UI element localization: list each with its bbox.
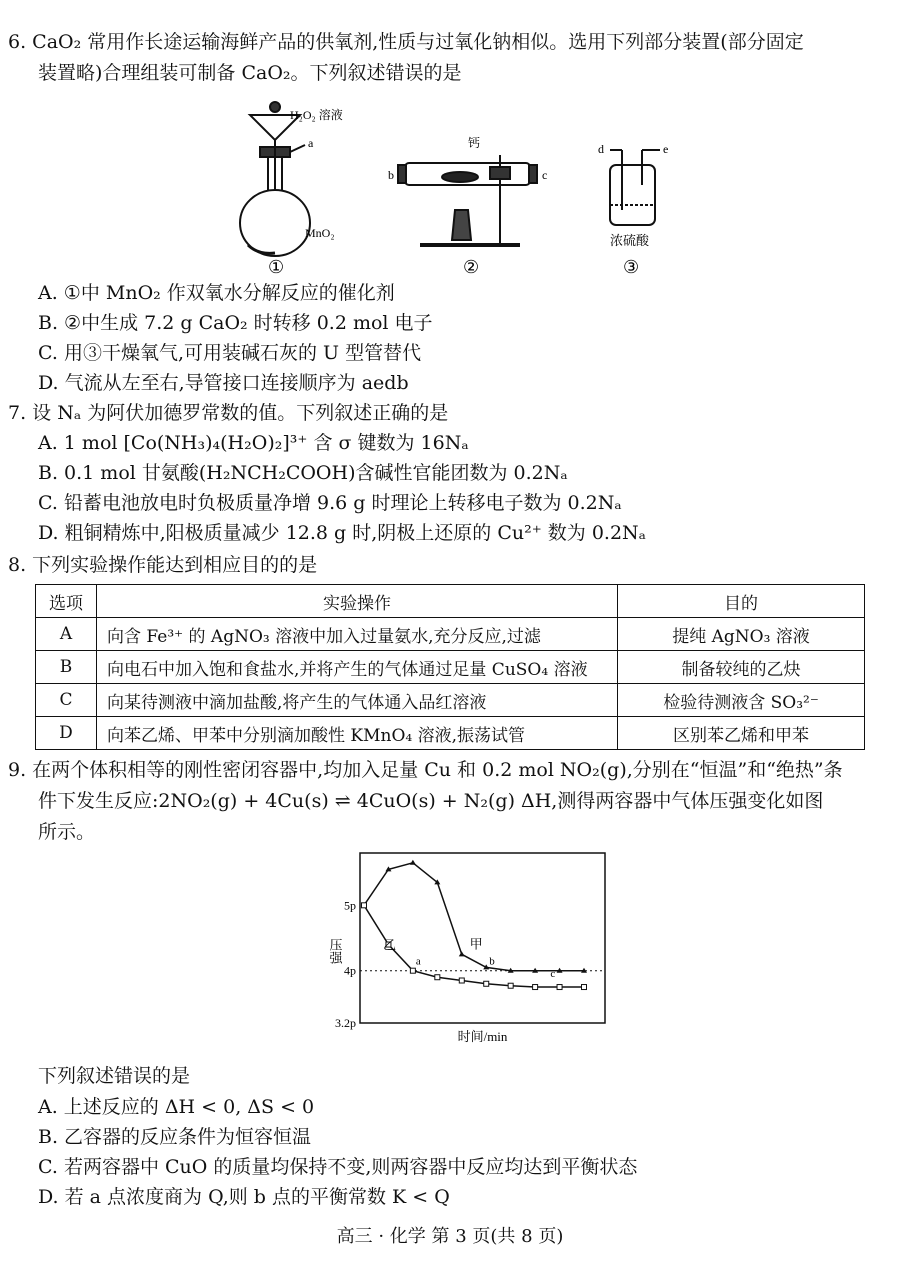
annotation-label: b [489, 955, 495, 968]
row-d-purpose: 区别苯乙烯和甲苯 [618, 717, 865, 750]
label-ca: 钙 [468, 136, 481, 150]
row-d-operation: 向苯乙烯、甲苯中分别滴加酸性 KMnO₄ 溶液,振荡试管 [97, 717, 618, 750]
row-c-purpose: 检验待测液含 SO₃²⁻ [618, 684, 865, 717]
series-point [582, 985, 587, 990]
q7-option-c: C. 铅蓄电池放电时负极质量净增 9.6 g 时理论上转移电子数为 0.2Nₐ [38, 492, 622, 514]
apparatus-3 [610, 150, 660, 225]
annotation-label: a [415, 955, 421, 968]
table-row [36, 618, 865, 651]
q7-stem: 7. 设 Nₐ 为阿伏加德罗常数的值。下列叙述正确的是 [8, 402, 449, 424]
row-a-option: A [36, 618, 97, 651]
series-point [484, 981, 489, 986]
series-point [459, 951, 465, 956]
q9-stem-line2: 件下发生反应:2NO₂(g) + 4Cu(s) ⇌ 4CuO(s) + N₂(g) ΔH,测得两容器中气体压强变化如图 [38, 790, 824, 812]
row-b-option: B [36, 651, 97, 684]
q7-option-b: B. 0.1 mol 甘氨酸(H₂NCH₂COOH)含碱性官能团数为 0.2Nₐ [38, 462, 568, 484]
x-axis-label: 时间/min [457, 1029, 508, 1044]
row-b-purpose: 制备较纯的乙炔 [618, 651, 865, 684]
series-point [362, 903, 367, 908]
y-axis-label: 压强 [327, 938, 343, 964]
header-operation: 实验操作 [97, 585, 618, 618]
q6-apparatus-figure [220, 95, 700, 280]
y-tick-label: 5p [344, 898, 356, 913]
q7-option-d: D. 粗铜精炼中,阳极质量减少 12.8 g 时,阴极上还原的 Cu²⁺ 数为 0.2Nₐ [38, 522, 647, 544]
q9-stem-line3: 所示。 [38, 821, 96, 843]
q9-option-c: C. 若两容器中 CuO 的质量均保持不变,则两容器中反应均达到平衡状态 [38, 1156, 638, 1178]
series-point [459, 978, 464, 983]
q6-option-b: B. ②中生成 7.2 g CaO₂ 时转移 0.2 mol 电子 [38, 312, 433, 334]
apparatus-2 [398, 155, 537, 245]
series-point [435, 975, 440, 980]
series-point [557, 985, 562, 990]
label-e: e [663, 142, 669, 156]
pressure-time-chart [315, 848, 615, 1058]
num-1: ① [268, 257, 285, 278]
header-option: 选项 [36, 585, 97, 618]
table-row [36, 651, 865, 684]
series-point [410, 860, 416, 865]
annotation-label: c [550, 968, 556, 981]
q9-option-d: D. 若 a 点浓度商为 Q,则 b 点的平衡常数 K < Q [38, 1186, 450, 1208]
label-h2so4: 浓硫酸 [610, 233, 650, 248]
page-footer: 高三 · 化学 第 3 页(共 8 页) [336, 1226, 564, 1247]
row-b-operation: 向电石中加入饱和食盐水,并将产生的气体通过足量 CuSO₄ 溶液 [97, 651, 618, 684]
row-d-option: D [36, 717, 97, 750]
row-c-operation: 向某待测液中滴加盐酸,将产生的气体通入品红溶液 [97, 684, 618, 717]
q9-question: 下列叙述错误的是 [38, 1065, 191, 1087]
q6-stem-line1: 6. CaO₂ 常用作长途运输海鲜产品的供氧剂,性质与过氧化钠相似。选用下列部分装置(部分固定 [8, 31, 804, 53]
label-a: a [308, 136, 314, 150]
label-c: c [542, 168, 548, 182]
label-h2o2: H₂O₂ 溶液 [290, 108, 343, 122]
q9-stem-line1: 9. 在两个体积相等的刚性密闭容器中,均加入足量 Cu 和 0.2 mol NO₂(g),分别在“恒温”和“绝热”条 [8, 759, 843, 781]
header-purpose: 目的 [618, 585, 865, 618]
num-3: ③ [623, 257, 640, 278]
q8-stem: 8. 下列实验操作能达到相应目的的是 [8, 554, 318, 576]
label-b: b [388, 168, 394, 182]
y-tick-label: 3.2p [335, 1016, 356, 1030]
label-mno2: MnO₂ [305, 226, 335, 240]
y-tick-label: 4p [344, 963, 356, 978]
q9-option-a: A. 上述反应的 ΔH < 0, ΔS < 0 [38, 1096, 315, 1118]
q6-stem-line2: 装置略)合理组装可制备 CaO₂。下列叙述错误的是 [38, 62, 462, 84]
table-row [36, 684, 865, 717]
apparatus-1 [240, 102, 310, 256]
series-point [508, 983, 513, 988]
q8-table [35, 584, 865, 750]
label-d: d [598, 142, 604, 156]
q6-option-d: D. 气流从左至右,导管接口连接顺序为 aedb [38, 372, 409, 394]
table-header-row [36, 585, 865, 618]
q7-option-a: A. 1 mol [Co(NH₃)₄(H₂O)₂]³⁺ 含 σ 键数为 16Nₐ [38, 432, 469, 454]
row-c-option: C [36, 684, 97, 717]
q6-option-a: A. ①中 MnO₂ 作双氧水分解反应的催化剂 [38, 282, 395, 304]
row-a-operation: 向含 Fe³⁺ 的 AgNO₃ 溶液中加入过量氨水,充分反应,过滤 [97, 618, 618, 651]
q6-option-c: C. 用③干燥氧气,可用装碱石灰的 U 型管替代 [38, 342, 422, 364]
table-row [36, 717, 865, 750]
row-a-purpose: 提纯 AgNO₃ 溶液 [618, 618, 865, 651]
q9-option-b: B. 乙容器的反应条件为恒容恒温 [38, 1126, 312, 1148]
series-point [410, 968, 415, 973]
series-point [533, 985, 538, 990]
series-label: 乙 [383, 937, 397, 953]
series-label: 甲 [469, 936, 483, 952]
num-2: ② [463, 257, 480, 278]
